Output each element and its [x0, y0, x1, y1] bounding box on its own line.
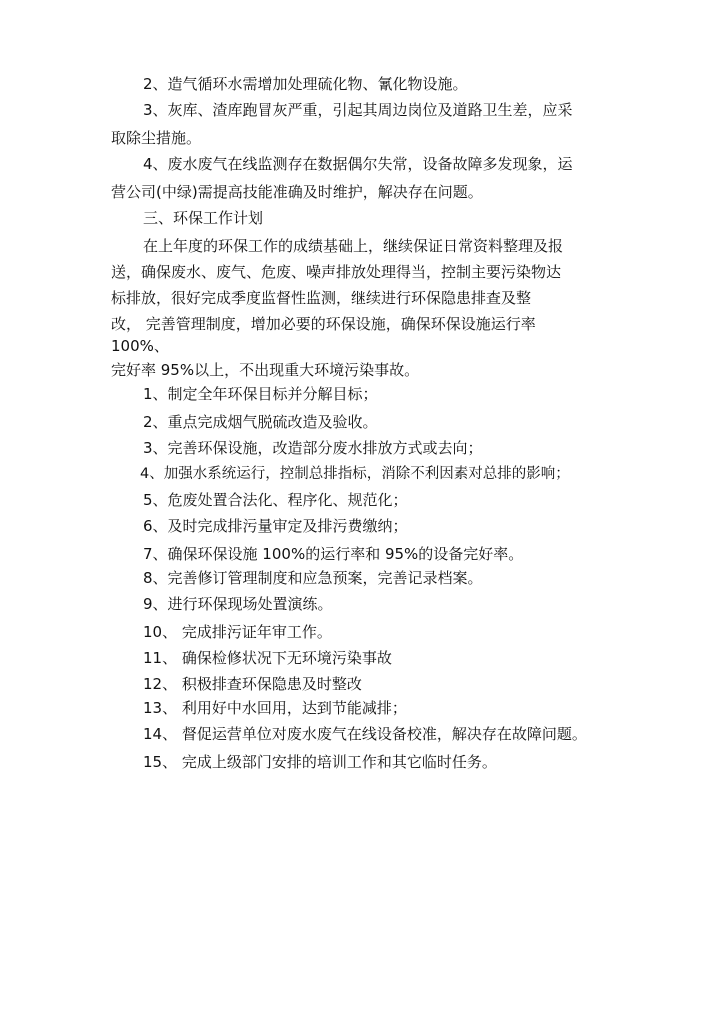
list-item: 5、危废处置合法化、程序化、规范化；: [143, 491, 408, 509]
list-item: 1、制定全年环保目标并分解目标；: [143, 385, 378, 403]
paragraph-line: 3、灰库、渣库跑冒灰严重，引起其周边岗位及道路卫生差，应采: [143, 101, 573, 119]
paragraph-line: 100%、: [111, 337, 169, 355]
paragraph-line: 在上年度的环保工作的成绩基础上，继续保证日常资料整理及报: [143, 237, 564, 255]
list-item: 9、进行环保现场处置演练。: [143, 595, 333, 613]
list-item: 12、 积极排查环保隐患及时整改: [143, 675, 362, 693]
paragraph-line: 送，确保废水、废气、危废、噪声排放处理得当，控制主要污染物达: [111, 263, 562, 281]
list-item: 10、 完成排污证年审工作。: [143, 623, 332, 641]
list-item: 4、加强水系统运行，控制总排指标，消除不利因素对总排的影响；: [140, 466, 570, 482]
paragraph-line: 营公司(中绿)需提高技能准确及时维护，解决存在问题。: [111, 183, 483, 201]
paragraph-line: 取除尘措施。: [111, 129, 202, 147]
list-item: 15、 完成上级部门安排的培训工作和其它临时任务。: [143, 753, 497, 771]
paragraph-line: 4、废水废气在线监测存在数据偶尔失常，设备故障多发现象，运: [143, 155, 573, 173]
list-item: 3、完善环保设施，改造部分废水排放方式或去向；: [143, 439, 483, 457]
list-item: 13、 利用好中水回用，达到节能减排；: [143, 699, 407, 717]
list-item: 7、确保环保设施 100%的运行率和 95%的设备完好率。: [143, 545, 524, 563]
list-item: 14、 督促运营单位对废水废气在线设备校准，解决存在故障问题。: [143, 725, 587, 743]
paragraph-line: 2、造气循环水需增加处理硫化物、氰化物设施。: [143, 75, 468, 93]
section-heading: 三、环保工作计划: [143, 209, 264, 227]
list-item: 8、完善修订管理制度和应急预案，完善记录档案。: [143, 569, 483, 587]
list-item: 6、及时完成排污量审定及排污费缴纳；: [143, 517, 408, 535]
list-item: 2、重点完成烟气脱硫改造及验收。: [143, 413, 378, 431]
list-item: 11、 确保检修状况下无环境污染事故: [143, 649, 392, 667]
paragraph-line: 标排放，很好完成季度监督性监测，继续进行环保隐患排查及整: [111, 289, 532, 307]
paragraph-line: 改， 完善管理制度，增加必要的环保设施，确保环保设施运行率: [111, 315, 536, 333]
paragraph-line: 完好率 95%以上，不出现重大环境污染事故。: [111, 361, 420, 379]
